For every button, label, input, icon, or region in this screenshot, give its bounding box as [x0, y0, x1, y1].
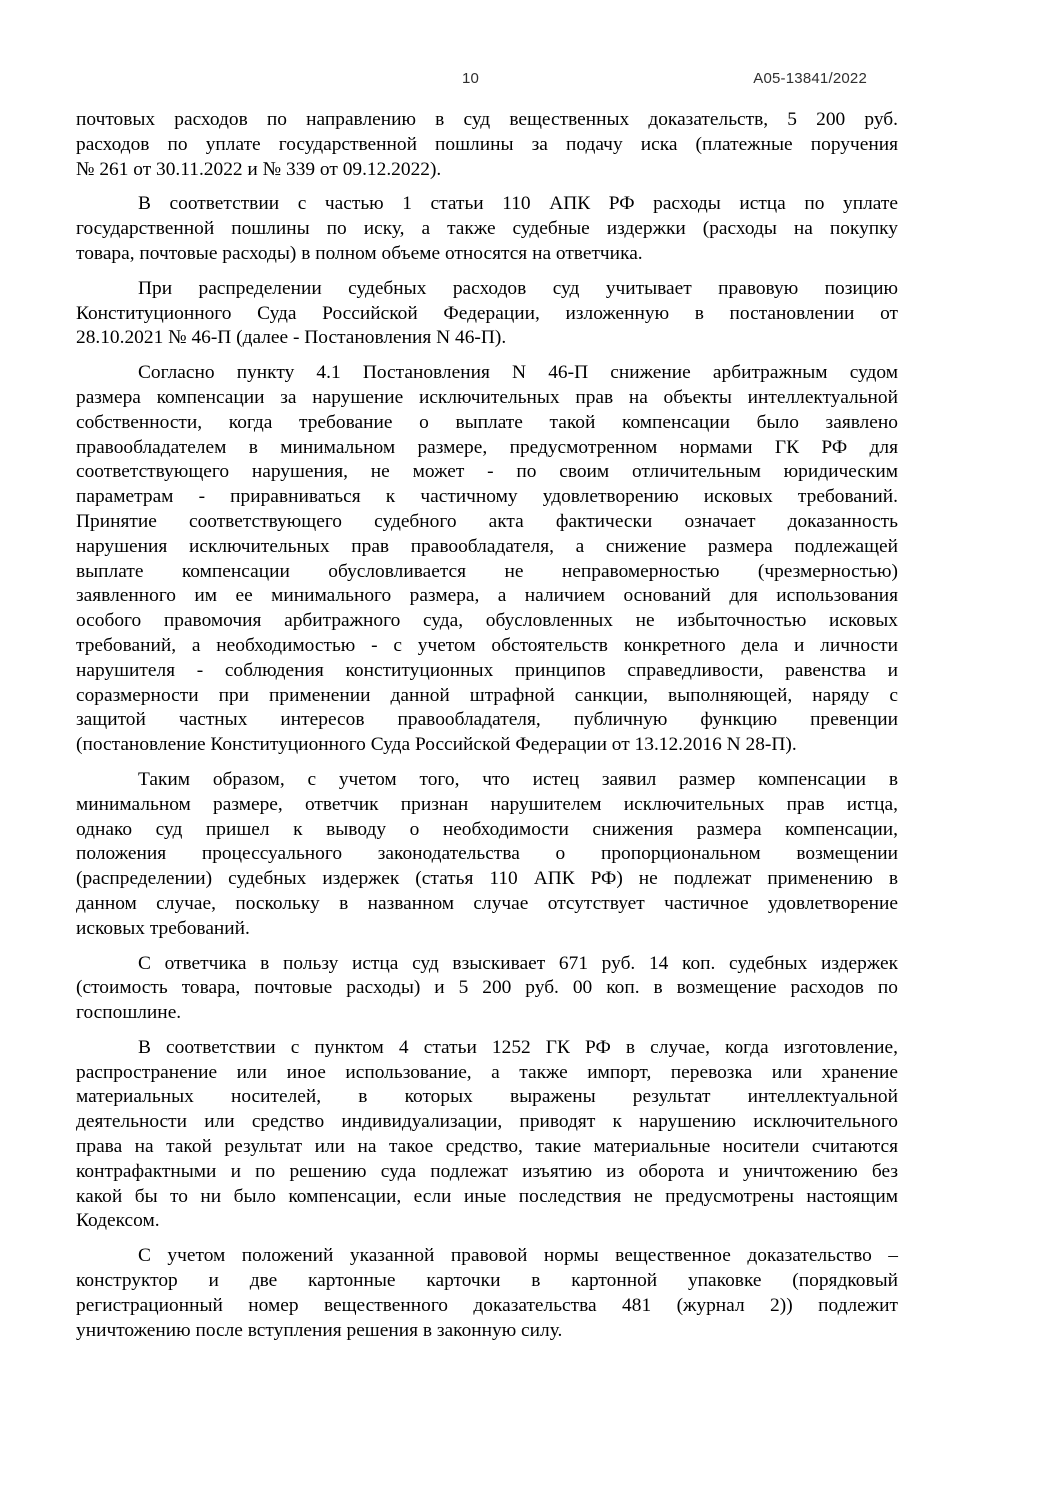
text-line: исковых требований. [76, 917, 250, 939]
paragraph [76, 1036, 898, 1234]
text-line: размера компенсации за нарушение исключительных прав на объекты интеллектуальной [76, 386, 898, 408]
page-number: 10 [462, 70, 480, 87]
paragraph [76, 361, 898, 758]
text-line: требований, а необходимостью - с учетом обстоятельств конкретного дела и личности [76, 634, 898, 656]
text-line: выплате компенсации обусловливается не неправомерностью (чрезмерностью) [76, 560, 898, 582]
text-line: товара, почтовые расходы) в полном объеме относятся на ответчика. [76, 242, 643, 264]
case-number: А05-13841/2022 [753, 70, 867, 87]
text-line: деятельности или средство индивидуализации, приводят к нарушению исключительного [76, 1111, 898, 1133]
text-line: нарушителя - соблюдения конституционных принципов справедливости, равенства и [76, 659, 898, 681]
text-line: распространение или иное использование, а также импорт, перевозка или хранение [76, 1061, 898, 1083]
text-line: параметрам - приравниваться к частичному удовлетворению исковых требований. [76, 486, 898, 508]
text-line: соответствующего нарушения, не может - по своим отличительным юридическим [76, 461, 898, 483]
text-line: почтовых расходов по направлению в суд вещественных доказательств, 5 200 руб. [76, 109, 898, 130]
text-line: № 261 от 30.11.2022 и № 339 от 09.12.2022). [76, 158, 442, 180]
paragraph [76, 768, 898, 942]
text-line: (постановление Конституционного Суда Российской Федерации от 13.12.2016 N 28-П). [76, 734, 797, 756]
text-line: материальных носителей, в которых выражены результат интеллектуальной [76, 1086, 898, 1108]
paragraph [76, 108, 898, 182]
text-line: государственной пошлины по иску, а также судебные издержки (расходы на покупку [76, 218, 898, 240]
text-line: регистрационный номер вещественного доказательства 481 (журнал 2)) подлежит [76, 1294, 898, 1316]
text-line: Согласно пункту 4.1 Постановления N 46-П снижение арбитражным судом [138, 362, 898, 384]
text-line: собственности, когда требование о выплате такой компенсации было заявлено [76, 411, 898, 433]
text-line: конструктор и две картонные карточки в картонной упаковке (порядковый [76, 1270, 898, 1292]
text-line: 28.10.2021 № 46-П (далее - Постановления N 46-П). [76, 327, 507, 349]
text-line: С учетом положений указанной правовой нормы вещественное доказательство – [138, 1245, 898, 1267]
text-line: особого правомочия арбитражного суда, обусловленных не избыточностью исковых [76, 610, 898, 632]
text-line: В соответствии с пунктом 4 статьи 1252 ГК РФ в случае, когда изготовление, [138, 1036, 898, 1058]
text-line: однако суд пришел к выводу о необходимости снижения размера компенсации, [76, 818, 898, 840]
text-line: В соответствии с частью 1 статьи 110 АПК РФ расходы истца по уплате [138, 193, 898, 215]
text-line: минимальном размере, ответчик признан нарушителем исключительных прав истца, [76, 793, 898, 815]
text-line: соразмерности при применении данной штрафной санкции, выполняющей, наряду с [76, 684, 898, 706]
text-line: положения процессуального законодательства о пропорциональном возмещении [76, 843, 898, 865]
text-line: С ответчика в пользу истца суд взыскивает 671 руб. 14 коп. судебных издержек [138, 952, 898, 974]
text-line: заявленного им ее минимального размера, а наличием оснований для использования [76, 585, 898, 607]
text-line: защитой частных интересов правообладателя, публичную функцию превенции [76, 709, 898, 731]
text-line: уничтожению после вступления решения в законную силу. [76, 1319, 563, 1341]
text-line: Таким образом, с учетом того, что истец заявил размер компенсации в [138, 768, 898, 790]
document-body [76, 108, 898, 1343]
text-line: При распределении судебных расходов суд учитывает правовую позицию [138, 277, 898, 299]
text-line: (распределении) судебных издержек (статья 110 АПК РФ) не подлежат применению в [76, 868, 898, 890]
text-line: расходов по уплате государственной пошлины за подачу иска (платежные поручения [76, 133, 898, 155]
text-line: права на такой результат или на такое средство, такие материальные носители считаются [76, 1136, 898, 1158]
text-line: правообладателем в минимальном размере, предусмотренном нормами ГК РФ для [76, 436, 898, 458]
text-line: контрафактными и по решению суда подлежат изъятию из оборота и уничтожению без [76, 1160, 898, 1182]
paragraph [76, 277, 898, 351]
text-line: госпошлине. [76, 1002, 182, 1024]
text-line: (стоимость товара, почтовые расходы) и 5 200 руб. 00 коп. в возмещение расходов по [76, 977, 898, 999]
paragraph [76, 952, 898, 1026]
text-line: Конституционного Суда Российской Федерации, изложенную в постановлении от [76, 302, 898, 324]
text-line: Кодексом. [76, 1210, 160, 1232]
text-line: данном случае, поскольку в названном случае отсутствует частичное удовлетворение [76, 892, 898, 914]
paragraph [76, 192, 898, 266]
text-line: Принятие соответствующего судебного акта фактически означает доказанность [76, 510, 898, 532]
text-line: какой бы то ни было компенсации, если иные последствия не предусмотрены настоящим [76, 1185, 898, 1207]
paragraph [76, 1244, 898, 1343]
text-line: нарушения исключительных прав правообладателя, а снижение размера подлежащей [76, 535, 898, 557]
